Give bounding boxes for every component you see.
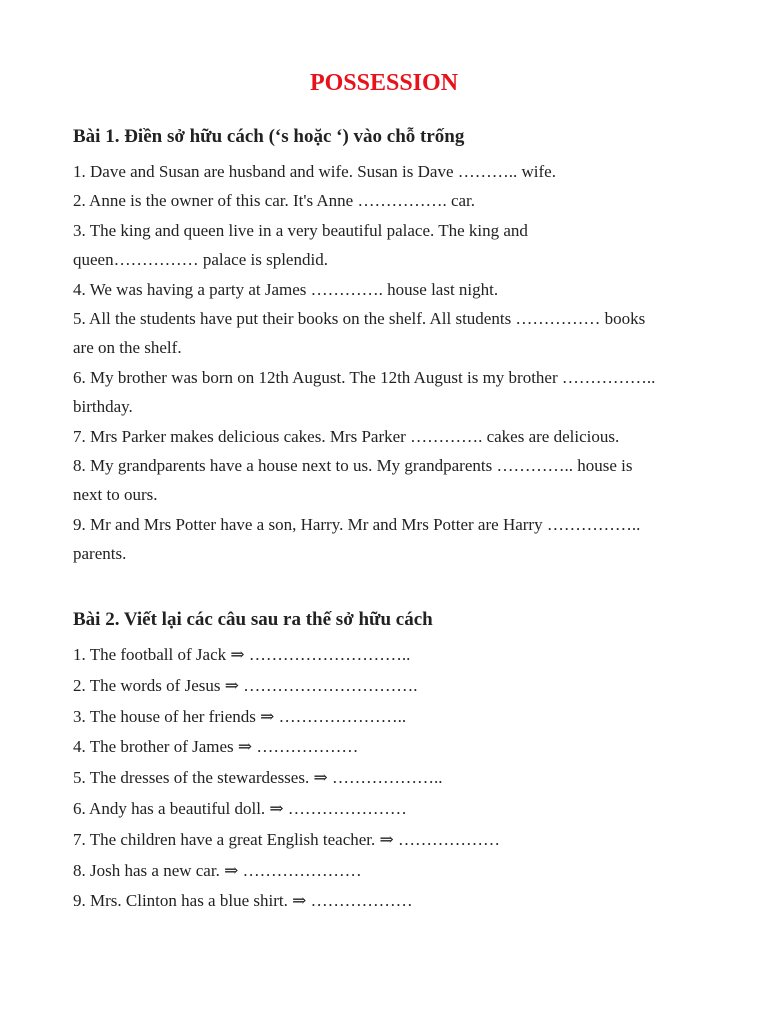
exercise-1-line: 1. Dave and Susan are husband and wife. Susan is Dave ……….. wife. (73, 162, 556, 181)
exercise-2-line: 6. Andy has a beautiful doll. ⇒ ………………… (73, 798, 407, 818)
exercise-1-line: 9. Mr and Mrs Potter have a son, Harry. Mr and Mrs Potter are Harry …………….. (73, 514, 641, 534)
exercise-2-line: 3. The house of her friends ⇒ ………………….. (73, 706, 407, 726)
exercise-1-line: 2. Anne is the owner of this car. It's Anne ……………. car. (73, 191, 476, 211)
exercise-1-line: birthday. (73, 397, 133, 417)
exercise-1-line: 7. Mrs Parker makes delicious cakes. Mrs Parker …………. cakes are delicious. (73, 426, 620, 446)
exercise-2-body (73, 640, 703, 917)
exercise-1-line: parents. (73, 544, 127, 564)
exercise-1-line: 4. We was having a party at James …………. house last night. (73, 279, 499, 299)
exercise-1-line: 6. My brother was born on 12th August. The 12th August is my brother …………….. (73, 367, 656, 387)
exercise-2-line: 9. Mrs. Clinton has a blue shirt. ⇒ ……………… (73, 891, 413, 911)
exercise-1-body (73, 157, 703, 568)
exercise-1-line: 5. All the students have put their books on the shelf. All students …………… books (73, 308, 646, 328)
exercise-2-line: 7. The children have a great English teacher. ⇒ ……………… (73, 829, 501, 849)
exercise-2-line: 8. Josh has a new car. ⇒ ………………… (73, 860, 362, 880)
exercise-2-line: 4. The brother of James ⇒ ……………… (73, 737, 359, 757)
exercise-1-line: 8. My grandparents have a house next to us. My grandparents ………….. house is (73, 455, 633, 475)
exercise-2-line: 5. The dresses of the stewardesses. ⇒ ……………….. (73, 768, 443, 788)
exercise-1-line: queen…………… palace is splendid. (73, 250, 328, 270)
page-title: POSSESSION (309, 70, 459, 96)
exercise-1-heading: Bài 1. Điền sở hữu cách (‘s hoặc ‘) vào chỗ trống (73, 126, 465, 147)
exercise-1-line: 3. The king and queen live in a very beautiful palace. The king and (73, 220, 528, 240)
exercise-1-line: are on the shelf. (73, 338, 182, 358)
exercise-2-line: 2. The words of Jesus ⇒ …………………………. (73, 675, 418, 695)
exercise-2-line: 1. The football of Jack ⇒ ……………………….. (73, 645, 411, 664)
exercise-1-line: next to ours. (73, 485, 158, 505)
exercise-2-heading: Bài 2. Viết lại các câu sau ra thế sở hữu cách (73, 609, 433, 630)
